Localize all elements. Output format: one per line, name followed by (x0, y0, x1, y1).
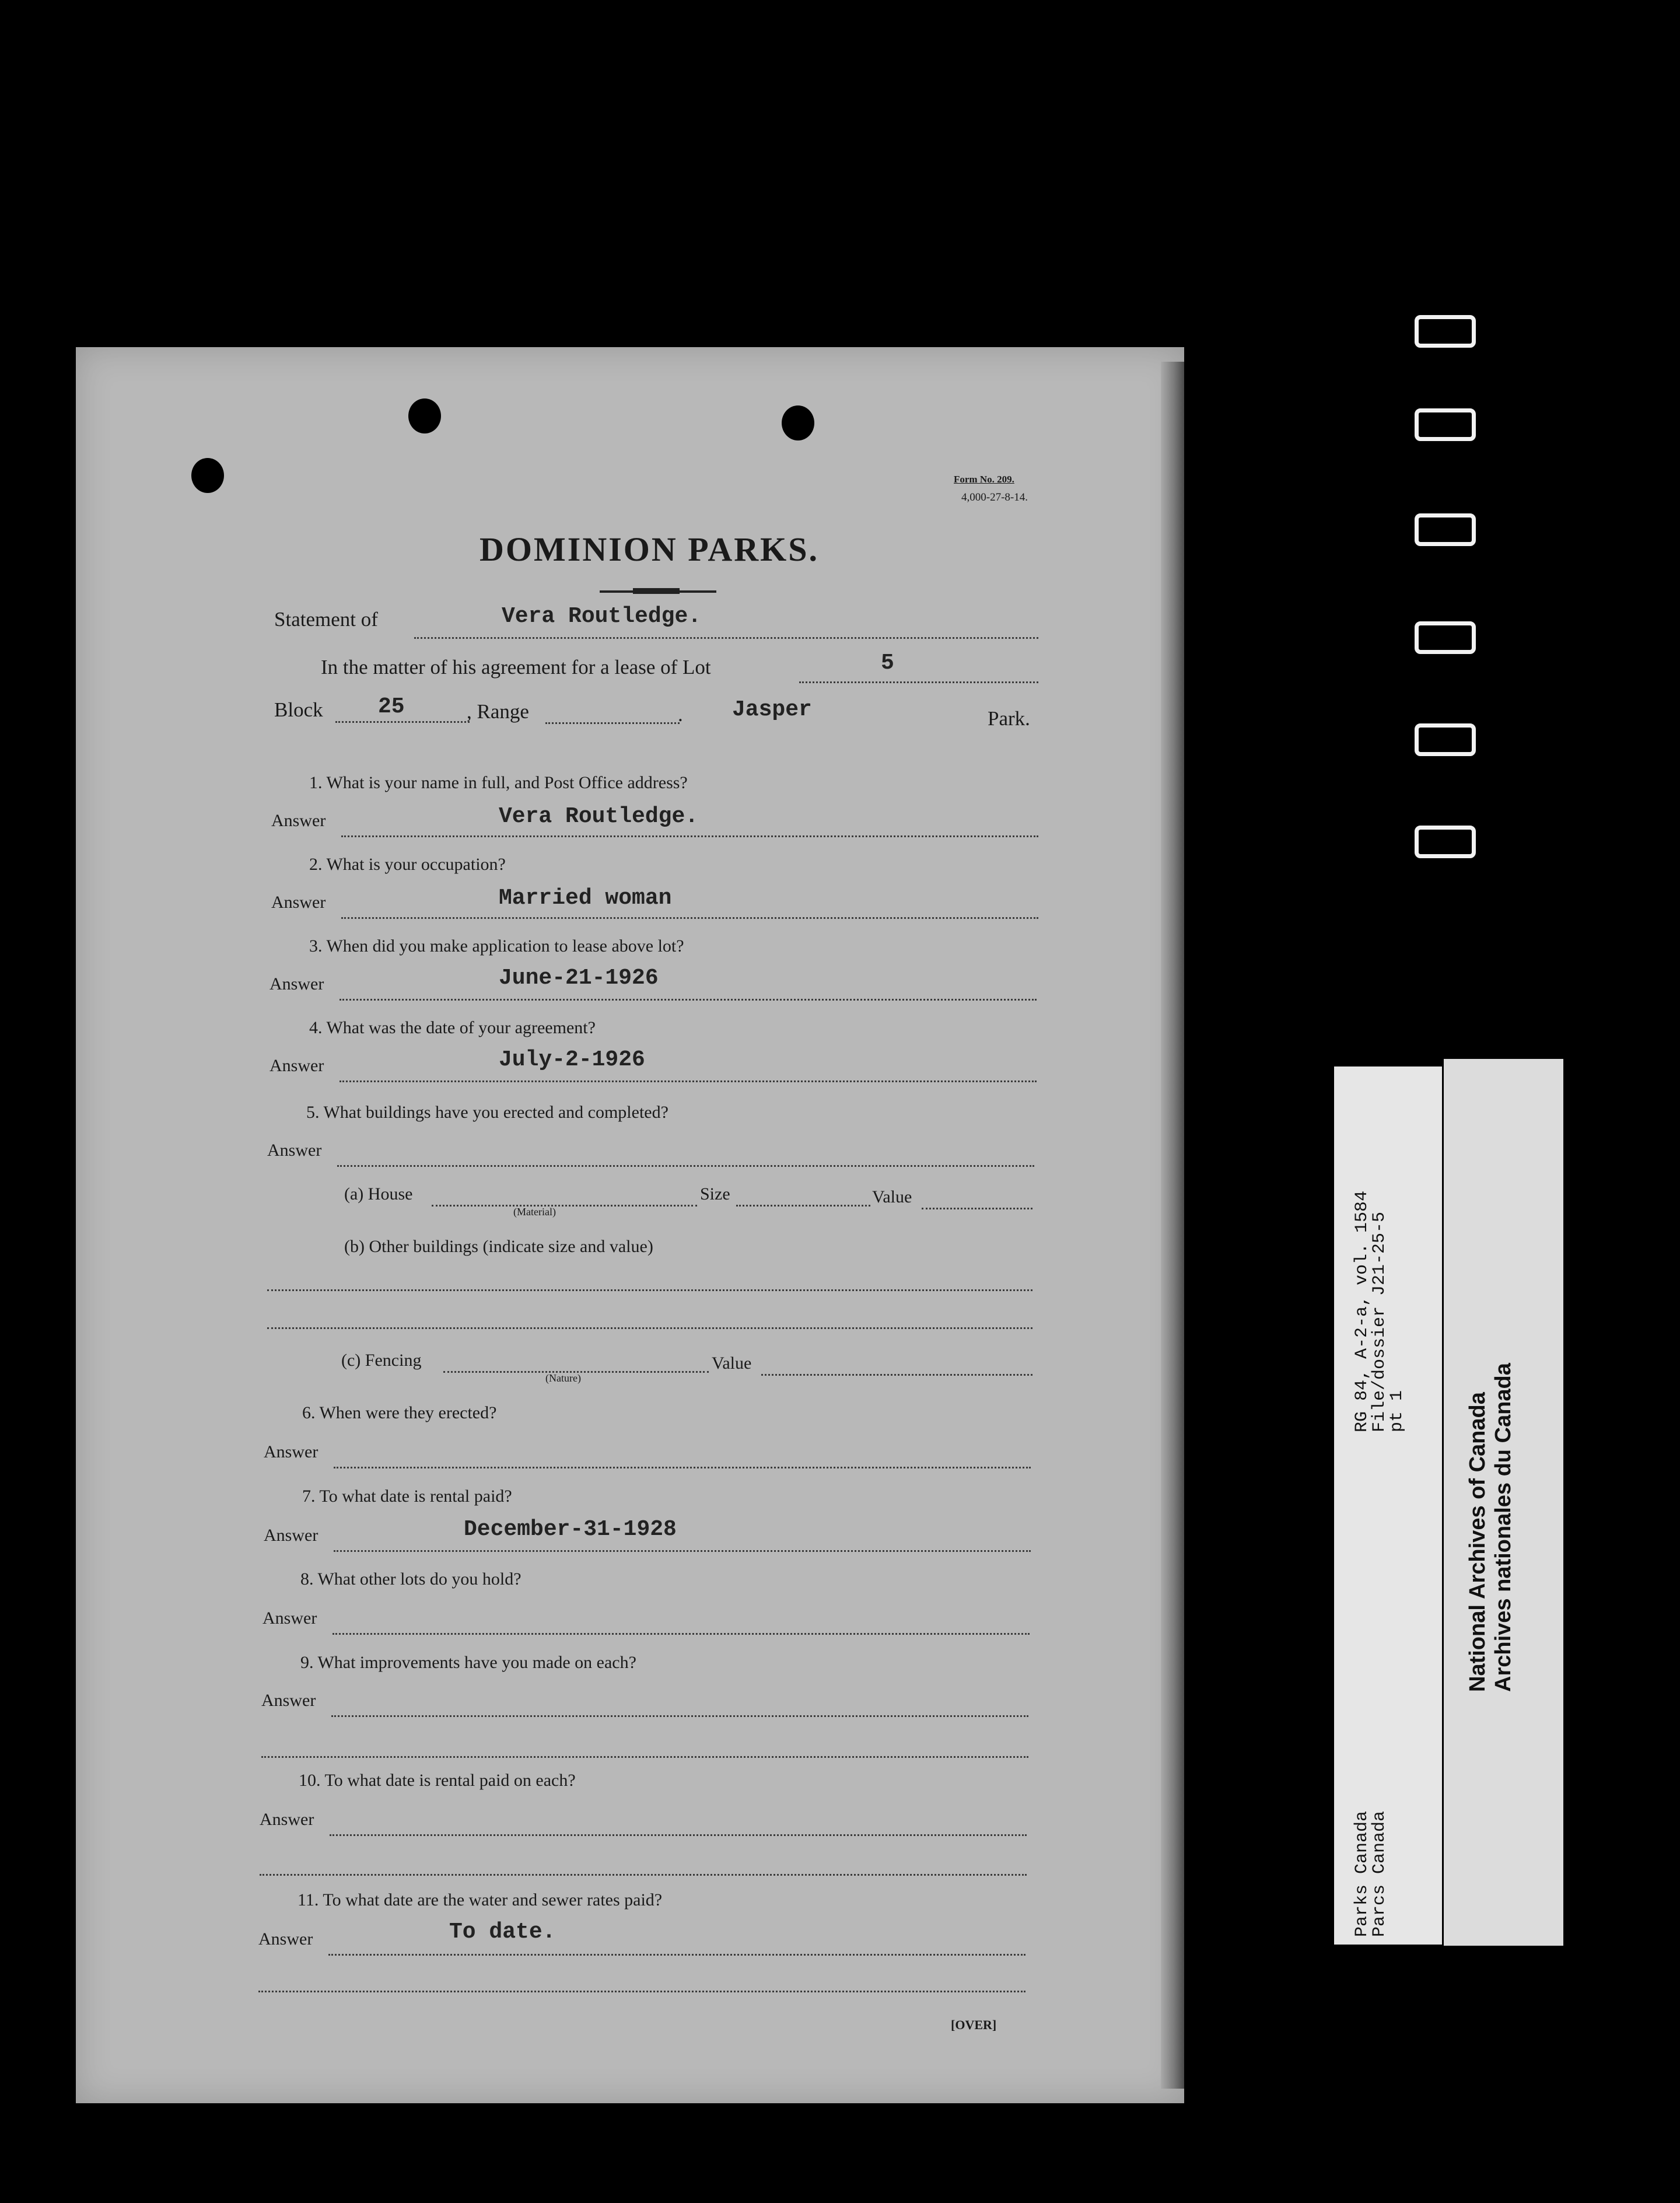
question-9: 9. What improvements have you made on each? (300, 1653, 636, 1672)
print-code: 4,000-27-8-14. (961, 491, 1028, 503)
punch-hole (782, 405, 814, 440)
statement-line (414, 637, 1038, 639)
frame-digit (1415, 513, 1476, 546)
lot-line (799, 681, 1038, 683)
answer-label: Answer (262, 1608, 317, 1628)
answer-line (332, 1633, 1030, 1635)
answer-1: Vera Routledge. (499, 804, 699, 829)
answer-line (341, 835, 1038, 837)
answer-4: July-2-1926 (499, 1047, 645, 1072)
answer-line (340, 1080, 1037, 1082)
punch-hole (191, 458, 224, 493)
institution-line: Archives nationales du Canada (1491, 1363, 1516, 1692)
frame-digit (1415, 826, 1476, 858)
other-buildings-label: (b) Other buildings (indicate size and value) (344, 1237, 653, 1256)
frame-digit (1415, 315, 1476, 348)
question-8: 8. What other lots do you hold? (300, 1569, 522, 1589)
size-label: Size (700, 1184, 730, 1204)
block-label: Block (274, 698, 323, 721)
blank-line (258, 1991, 1026, 1992)
matter-text: In the matter of his agreement for a lease of Lot (321, 656, 711, 679)
answer-label: Answer (260, 1810, 314, 1829)
reference-line: File/dossier J21-25-5 (1370, 1211, 1390, 1432)
question-4: 4. What was the date of your agreement? (309, 1018, 596, 1037)
range-line (545, 722, 680, 724)
question-1: 1. What is your name in full, and Post Office address? (309, 773, 688, 792)
answer-label: Answer (271, 893, 326, 912)
answer-line (330, 1834, 1027, 1836)
statement-value: Vera Routledge. (502, 604, 702, 629)
agency-line: Parcs Canada (1370, 1810, 1390, 1937)
frame-digit (1415, 408, 1476, 441)
house-label: (a) House (344, 1184, 413, 1204)
answer-label: Answer (264, 1526, 318, 1545)
institution-line: National Archives of Canada (1465, 1392, 1490, 1692)
answer-line (340, 999, 1037, 1001)
answer-label: Answer (267, 1141, 322, 1160)
agency-line: Parks Canada (1352, 1810, 1372, 1937)
question-7: 7. To what date is rental paid? (302, 1487, 512, 1506)
answer-11: To date. (449, 1919, 556, 1945)
material-label: (Material) (513, 1206, 556, 1218)
value-label: Value (872, 1187, 912, 1207)
blank-line (267, 1327, 1032, 1329)
title-rule-center (633, 588, 680, 594)
value-label: Value (712, 1354, 752, 1373)
answer-7: December-31-1928 (464, 1517, 677, 1542)
answer-line (341, 917, 1038, 919)
block-value: 25 (378, 694, 405, 719)
nature-label: (Nature) (545, 1372, 581, 1384)
question-5: 5. What buildings have you erected and completed? (306, 1103, 668, 1122)
blank-line (267, 1289, 1032, 1291)
range-label: , Range (467, 700, 529, 723)
answer-3: June-21-1926 (499, 966, 659, 991)
statement-label: Statement of (274, 608, 378, 631)
answer-label: Answer (271, 811, 326, 830)
question-3: 3. When did you make application to lease above lot? (309, 936, 684, 956)
blank-line (261, 1756, 1028, 1758)
form-number: Form No. 209. (954, 474, 1014, 485)
question-10: 10. To what date is rental paid on each? (299, 1771, 576, 1790)
frame-digit (1415, 621, 1476, 654)
question-2: 2. What is your occupation? (309, 855, 506, 874)
answer-label: Answer (270, 1056, 324, 1075)
reference-line: pt 1 (1387, 1390, 1407, 1432)
fencing-label: (c) Fencing (341, 1351, 422, 1370)
answer-line (334, 1467, 1031, 1468)
value-line (922, 1208, 1032, 1209)
value-line (761, 1374, 1032, 1376)
sheet-edge (1161, 362, 1184, 2089)
question-11: 11. To what date are the water and sewer rates paid? (298, 1890, 663, 1910)
over-marker: [OVER] (951, 2017, 997, 2032)
lot-value: 5 (881, 651, 894, 676)
size-line (736, 1205, 870, 1207)
house-line (432, 1205, 697, 1207)
answer-line (334, 1550, 1031, 1552)
question-6: 6. When were they erected? (302, 1403, 497, 1422)
page-title: DOMINION PARKS. (480, 530, 820, 568)
answer-2: Married woman (499, 886, 672, 911)
punch-hole (408, 398, 441, 433)
park-label: Park. (988, 707, 1030, 730)
answer-label: Answer (261, 1691, 316, 1710)
answer-line (331, 1715, 1028, 1717)
block-line (335, 721, 470, 723)
answer-label: Answer (258, 1929, 313, 1949)
blank-line (260, 1874, 1027, 1876)
answer-line (337, 1165, 1034, 1167)
answer-label: Answer (264, 1442, 318, 1461)
answer-label: Answer (270, 974, 324, 994)
park-value: Jasper (732, 697, 812, 722)
range-value: . (678, 703, 683, 726)
answer-line (328, 1954, 1026, 1956)
reference-line: RG 84, A-2-a, vol. 1584 (1352, 1190, 1372, 1432)
frame-digit (1415, 723, 1476, 756)
